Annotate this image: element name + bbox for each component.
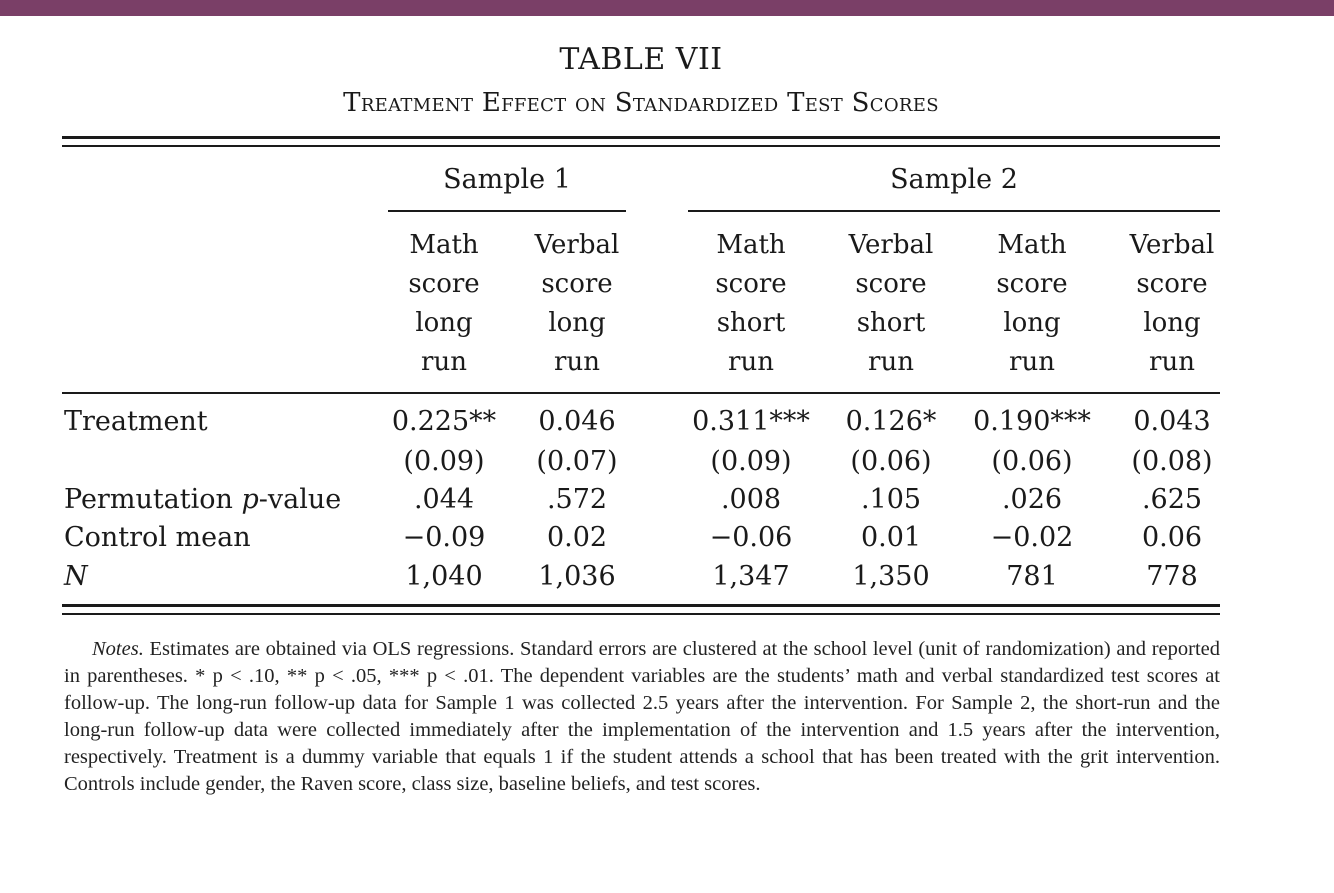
column-header-line: long	[548, 308, 606, 338]
table-cell: 0.225**	[391, 406, 497, 437]
column-header-line: Verbal	[534, 230, 620, 260]
table-title: TABLE VII	[559, 42, 723, 77]
table-cell: 0.01	[860, 522, 922, 553]
column-header-1	[378, 226, 510, 382]
row-label: Control mean	[64, 522, 251, 553]
table-cell: 0.06	[1141, 522, 1203, 553]
column-header-line: score	[541, 269, 613, 299]
column-header-3	[685, 226, 817, 382]
table-cell: .625	[1141, 484, 1203, 515]
column-header-line: Math	[409, 230, 479, 260]
column-header-line: Verbal	[1129, 230, 1215, 260]
table-cell: 1,036	[538, 561, 616, 592]
table-cell: 0.311***	[692, 406, 810, 437]
column-header-line: score	[408, 269, 480, 299]
notes-lead: Notes.	[92, 638, 144, 660]
column-header-line: score	[715, 269, 787, 299]
column-header-line: score	[1136, 269, 1208, 299]
table-cell: 0.190***	[973, 406, 1091, 437]
column-header-line: run	[421, 347, 467, 377]
column-header-line: long	[1143, 308, 1201, 338]
table-cell: 778	[1146, 561, 1198, 592]
table-cell: −0.02	[990, 522, 1074, 553]
table-cell: −0.09	[402, 522, 486, 553]
row-label	[64, 561, 88, 592]
column-header-line: short	[856, 308, 926, 338]
top-color-bar	[0, 0, 1334, 16]
table-cell: .008	[720, 484, 782, 515]
table-subtitle: Treatment Effect on Standardized Test Scores	[343, 88, 939, 118]
table-notes	[64, 636, 1220, 798]
table-cell: (0.06)	[991, 446, 1073, 477]
table-cell: (0.09)	[710, 446, 792, 477]
table-cell: 0.043	[1133, 406, 1211, 437]
column-header-6	[1106, 226, 1238, 382]
top-rule-second	[62, 145, 1220, 147]
column-header-line: long	[415, 308, 473, 338]
column-header-2	[511, 226, 643, 382]
column-header-line: run	[1149, 347, 1195, 377]
table-cell: 1,040	[405, 561, 483, 592]
table-cell: (0.06)	[850, 446, 932, 477]
table-cell: (0.07)	[536, 446, 618, 477]
row-label-italic: N	[64, 561, 88, 592]
row-label: Treatment	[64, 406, 208, 437]
column-header-line: run	[554, 347, 600, 377]
column-header-line: run	[1009, 347, 1055, 377]
column-header-line: Math	[716, 230, 786, 260]
table-cell: .026	[1001, 484, 1063, 515]
table-cell: 0.046	[538, 406, 616, 437]
column-header-line: long	[1003, 308, 1061, 338]
table-cell: 0.02	[546, 522, 608, 553]
group-header-sample-1: Sample 1	[443, 164, 571, 195]
row-label-italic: p	[241, 484, 259, 515]
column-header-line: Math	[997, 230, 1067, 260]
table-cell: −0.06	[709, 522, 793, 553]
table-cell: (0.09)	[403, 446, 485, 477]
table-cell: 1,350	[852, 561, 930, 592]
table-cell: 781	[1006, 561, 1058, 592]
group-header-sample-2: Sample 2	[890, 164, 1018, 195]
notes-text: Estimates are obtained via OLS regressions. Standard errors are clustered at the school level (unit of randomization) and reported in parentheses. * p < .10, ** p < .05, *** p < .01. The dependent variables are the students’ math and verbal standardized test scores at follow-up. The long-run follow-up data for Sample 1 was collected 2.5 years after the intervention. For Sample 2, the short-run and the long-run follow-up data were collected immediately after the implementation of the intervention and 1.5 years after the intervention, respectively. Treatment is a dummy variable that equals 1 if the student attends a school that has been treated with the grit intervention. Controls include gender, the Raven score, class size, baseline beliefs, and test scores.	[64, 638, 1220, 795]
column-header-line: short	[716, 308, 786, 338]
group-rule-sample-1	[388, 210, 626, 212]
column-header-line: Verbal	[848, 230, 934, 260]
bottom-rule-second	[62, 613, 1220, 615]
bottom-rule	[62, 604, 1220, 607]
row-label-suffix: -value	[258, 484, 342, 515]
table-cell: .105	[860, 484, 922, 515]
header-rule	[62, 392, 1220, 394]
top-rule	[62, 136, 1220, 139]
column-header-line: run	[728, 347, 774, 377]
column-header-5	[966, 226, 1098, 382]
table-cell: (0.08)	[1131, 446, 1213, 477]
column-header-line: score	[855, 269, 927, 299]
table-cell: 0.126*	[845, 406, 937, 437]
table-cell: .044	[413, 484, 475, 515]
column-header-line: run	[868, 347, 914, 377]
row-label	[64, 484, 341, 515]
column-header-4	[825, 226, 957, 382]
table-cell: 1,347	[712, 561, 790, 592]
group-rule-sample-2	[688, 210, 1220, 212]
column-header-line: score	[996, 269, 1068, 299]
row-label-prefix: Permutation	[64, 484, 242, 515]
table-cell: .572	[546, 484, 608, 515]
